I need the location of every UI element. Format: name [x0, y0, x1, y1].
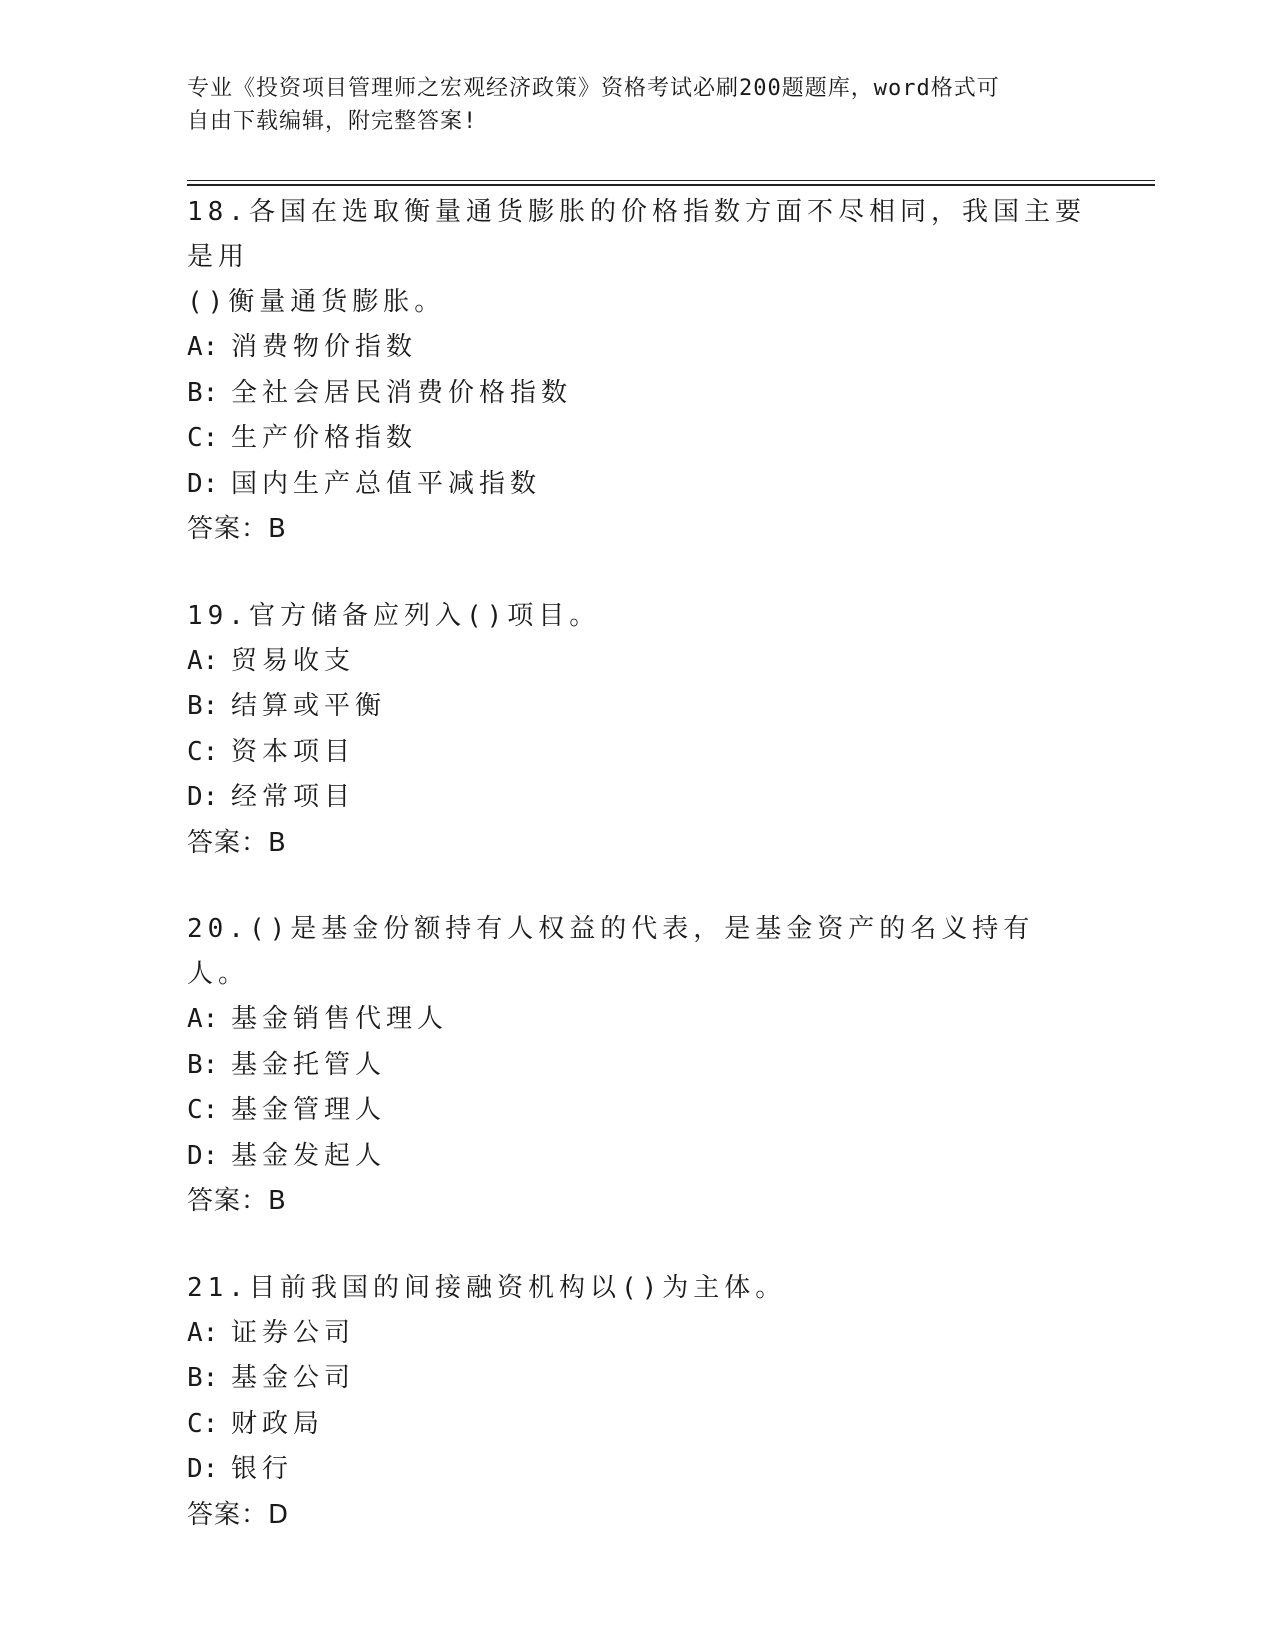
- question-stem-continued: ()衡量通货膨胀。: [187, 287, 446, 317]
- header-divider-thick: [187, 184, 1155, 186]
- option-b: [187, 1043, 1087, 1089]
- option-letter: C:: [187, 1408, 219, 1439]
- option-text: 财政局: [231, 1408, 325, 1439]
- option-d: [187, 462, 1087, 508]
- answer-line: 答案：D: [187, 1499, 290, 1530]
- option-a: [187, 639, 1087, 685]
- option-text: 基金发起人: [231, 1140, 387, 1171]
- option-letter: A:: [187, 332, 219, 362]
- option-letter: B:: [187, 377, 219, 408]
- option-text: 经常项目: [231, 782, 356, 812]
- question-18: [187, 190, 1087, 553]
- option-text: 贸易收支: [231, 645, 356, 676]
- option-letter: B:: [187, 691, 219, 721]
- option-letter: D:: [187, 1140, 219, 1171]
- option-text: 结算或平衡: [231, 691, 387, 721]
- option-b: [187, 684, 1087, 730]
- option-letter: C:: [187, 1095, 219, 1125]
- header-title-line-2: 自由下载编辑，附完整答案!: [187, 109, 478, 134]
- option-text: 基金销售代理人: [231, 1004, 449, 1034]
- answer-line: 答案：B: [187, 514, 287, 544]
- option-d: [187, 775, 1087, 821]
- question-stem: 18.各国在选取衡量通货膨胀的价格指数方面不尽相同，我国主要是用: [187, 197, 1086, 272]
- option-b: [187, 1356, 1087, 1402]
- question-stem: 19.官方储备应列入()项目。: [187, 600, 601, 631]
- option-c: [187, 730, 1087, 776]
- document-header: [187, 72, 1067, 138]
- option-letter: C:: [187, 736, 219, 767]
- answer-line: 答案：B: [187, 827, 287, 858]
- header-divider-thin: [187, 180, 1155, 181]
- answer-line: 答案：B: [187, 1186, 287, 1216]
- option-text: 资本项目: [231, 736, 356, 767]
- header-title-line-1: 专业《投资项目管理师之宏观经济政策》资格考试必刷200题题库，word格式可: [187, 76, 1000, 101]
- option-a: [187, 325, 1087, 371]
- option-a: [187, 997, 1087, 1043]
- option-letter: D:: [187, 468, 219, 499]
- option-text: 国内生产总值平减指数: [231, 468, 542, 499]
- question-21: [187, 1266, 1087, 1539]
- option-a: [187, 1311, 1087, 1357]
- option-text: 基金托管人: [231, 1049, 387, 1080]
- question-stem: 21.目前我国的间接融资机构以()为主体。: [187, 1272, 787, 1303]
- question-list: [187, 190, 1087, 1579]
- option-letter: A:: [187, 1004, 219, 1034]
- option-letter: C:: [187, 423, 219, 453]
- option-text: 全社会居民消费价格指数: [231, 377, 573, 408]
- option-letter: B:: [187, 1049, 219, 1080]
- option-text: 基金公司: [231, 1363, 356, 1393]
- question-20: [187, 907, 1087, 1225]
- option-c: [187, 1088, 1087, 1134]
- option-d: [187, 1447, 1087, 1493]
- option-c: [187, 416, 1087, 462]
- option-text: 消费物价指数: [231, 332, 418, 362]
- option-text: 基金管理人: [231, 1095, 387, 1125]
- option-text: 生产价格指数: [231, 423, 418, 453]
- option-text: 银行: [231, 1454, 294, 1484]
- option-letter: D:: [187, 782, 219, 812]
- option-b: [187, 371, 1087, 417]
- option-letter: A:: [187, 645, 219, 676]
- option-letter: D:: [187, 1454, 219, 1484]
- option-letter: A:: [187, 1317, 219, 1348]
- question-19: [187, 594, 1087, 867]
- option-d: [187, 1134, 1087, 1180]
- question-stem: 20.()是基金份额持有人权益的代表，是基金资产的名义持有人。: [187, 914, 1035, 989]
- option-letter: B:: [187, 1363, 219, 1393]
- option-c: [187, 1402, 1087, 1448]
- option-text: 证券公司: [231, 1317, 356, 1348]
